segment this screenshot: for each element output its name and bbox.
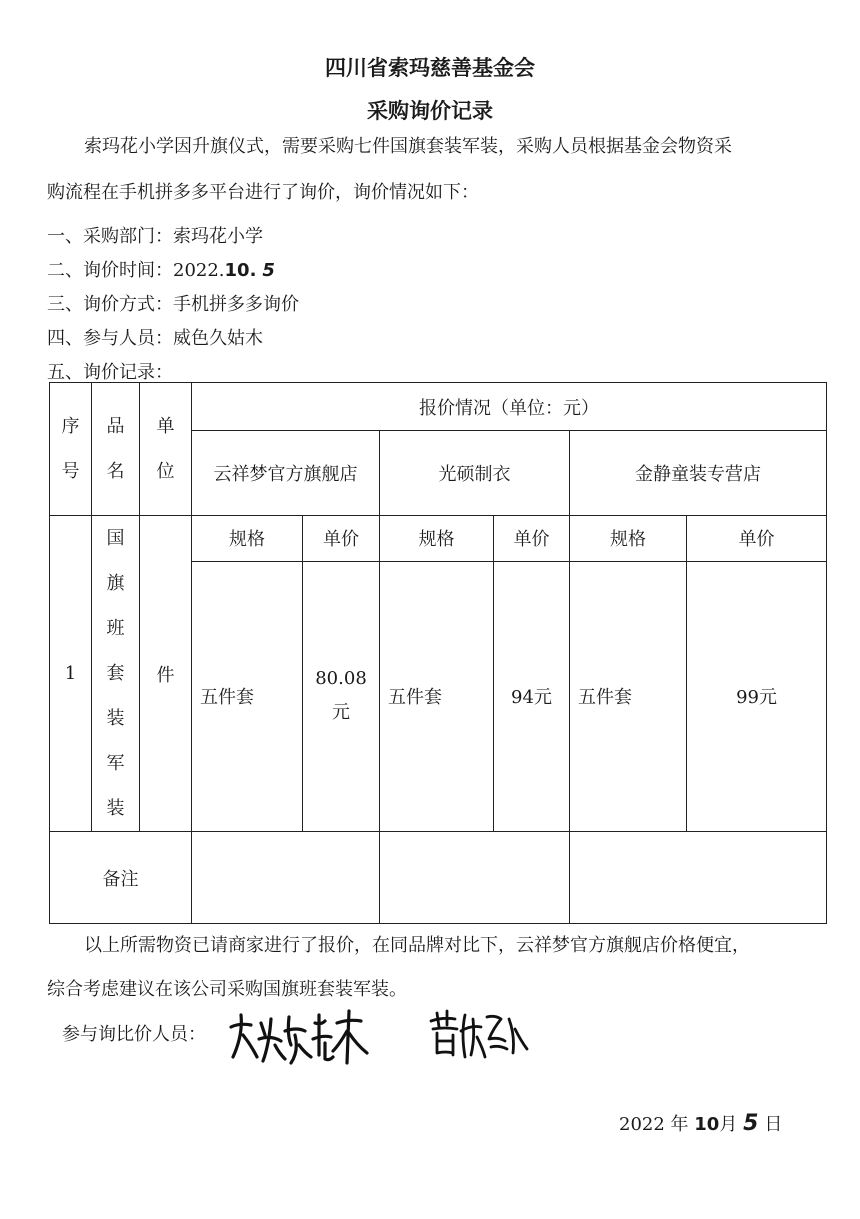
header-unit (140, 383, 192, 516)
vendor-3-header: 金静童装专营店 (570, 431, 827, 516)
item-label: 二、询价时间： (47, 260, 173, 281)
spec-header: 规格 (192, 516, 303, 562)
item-label: 五、询价记录： (47, 362, 173, 383)
header-name (92, 383, 140, 516)
vendor-3-spec: 五件套 (570, 561, 687, 831)
item-participants (47, 324, 263, 350)
vendor-3-price: 99元 (687, 561, 827, 831)
quote-header: 报价情况（单位：元） (192, 383, 827, 431)
name-char: 装 (106, 798, 125, 819)
header-char: 品 (106, 416, 125, 437)
header-char: 序 (61, 416, 80, 437)
remark-cell-3 (570, 832, 827, 924)
date-year: 2022 年 (619, 1114, 689, 1135)
header-char: 单 (156, 416, 175, 437)
handwritten-month: 10. (224, 260, 257, 281)
header-char: 号 (61, 461, 80, 482)
intro-line-2: 购流程在手机拼多多平台进行了询价，询价情况如下： (47, 182, 479, 203)
item-inquiry-time (47, 256, 275, 282)
item-department (47, 222, 263, 248)
document-title: 采购询价记录 (367, 99, 493, 123)
date-month-handwritten: 10 (694, 1114, 720, 1135)
signers-label: 参与询比价人员： (62, 1024, 206, 1045)
vendor-2-header: 光硕制衣 (380, 431, 570, 516)
item-label: 四、参与人员： (47, 328, 173, 349)
row-seq: 1 (50, 516, 92, 832)
vendor-1-header: 云祥梦官方旗舰店 (192, 431, 380, 516)
name-char: 套 (106, 663, 125, 684)
inquiry-table (49, 382, 827, 924)
vendor-1-spec: 五件套 (192, 561, 303, 831)
name-char: 军 (106, 753, 125, 774)
price-header: 单价 (303, 516, 380, 562)
date-day-handwritten: 5 (743, 1111, 759, 1136)
conclusion-line-2: 综合考虑建议在该公司采购国旗班套装军装。 (47, 979, 407, 1000)
item-records (47, 358, 173, 384)
item-label: 三、询价方式： (47, 294, 173, 315)
org-title: 四川省索玛慈善基金会 (325, 56, 535, 80)
item-method (47, 290, 299, 316)
item-value: 威色久姑木 (173, 328, 263, 349)
price-header: 单价 (494, 516, 570, 562)
header-char: 名 (106, 461, 125, 482)
spec-header: 规格 (570, 516, 687, 562)
remark-cell-2 (380, 832, 570, 924)
conclusion-line-1: 以上所需物资已请商家进行了报价，在同品牌对比下，云祥梦官方旗舰店价格便宜， (84, 935, 750, 956)
name-char: 旗 (106, 573, 125, 594)
row-unit: 件 (140, 516, 192, 832)
spec-header: 规格 (380, 516, 494, 562)
intro-line-1: 索玛花小学因升旗仪式，需要采购七件国旗套装军装，采购人员根据基金会物资采 (84, 136, 732, 157)
signature-1-image (225, 1005, 375, 1067)
item-value: 索玛花小学 (173, 226, 263, 247)
remark-cell-1 (192, 832, 380, 924)
vendor-2-spec: 五件套 (380, 561, 494, 831)
name-char: 国 (106, 528, 125, 549)
date-day-label: 日 (764, 1114, 783, 1135)
item-value: 手机拼多多询价 (173, 294, 299, 315)
name-char: 班 (106, 618, 125, 639)
price-header: 单价 (687, 516, 827, 562)
price-unit: 元 (332, 702, 350, 724)
signature-2-image (425, 1005, 530, 1063)
item-value: 2022. (173, 260, 225, 281)
price-value: 80.08 (315, 668, 367, 690)
name-char: 装 (106, 708, 125, 729)
date-month-label: 月 (719, 1114, 738, 1135)
item-label: 一、采购部门： (47, 226, 173, 247)
header-seq (50, 383, 92, 516)
row-item-name (92, 516, 140, 832)
header-char: 位 (156, 461, 175, 482)
remark-label: 备注 (50, 832, 192, 924)
vendor-1-price (303, 561, 380, 831)
footer-date (619, 1110, 782, 1136)
vendor-2-price: 94元 (494, 561, 570, 831)
handwritten-day: 5 (262, 260, 275, 281)
